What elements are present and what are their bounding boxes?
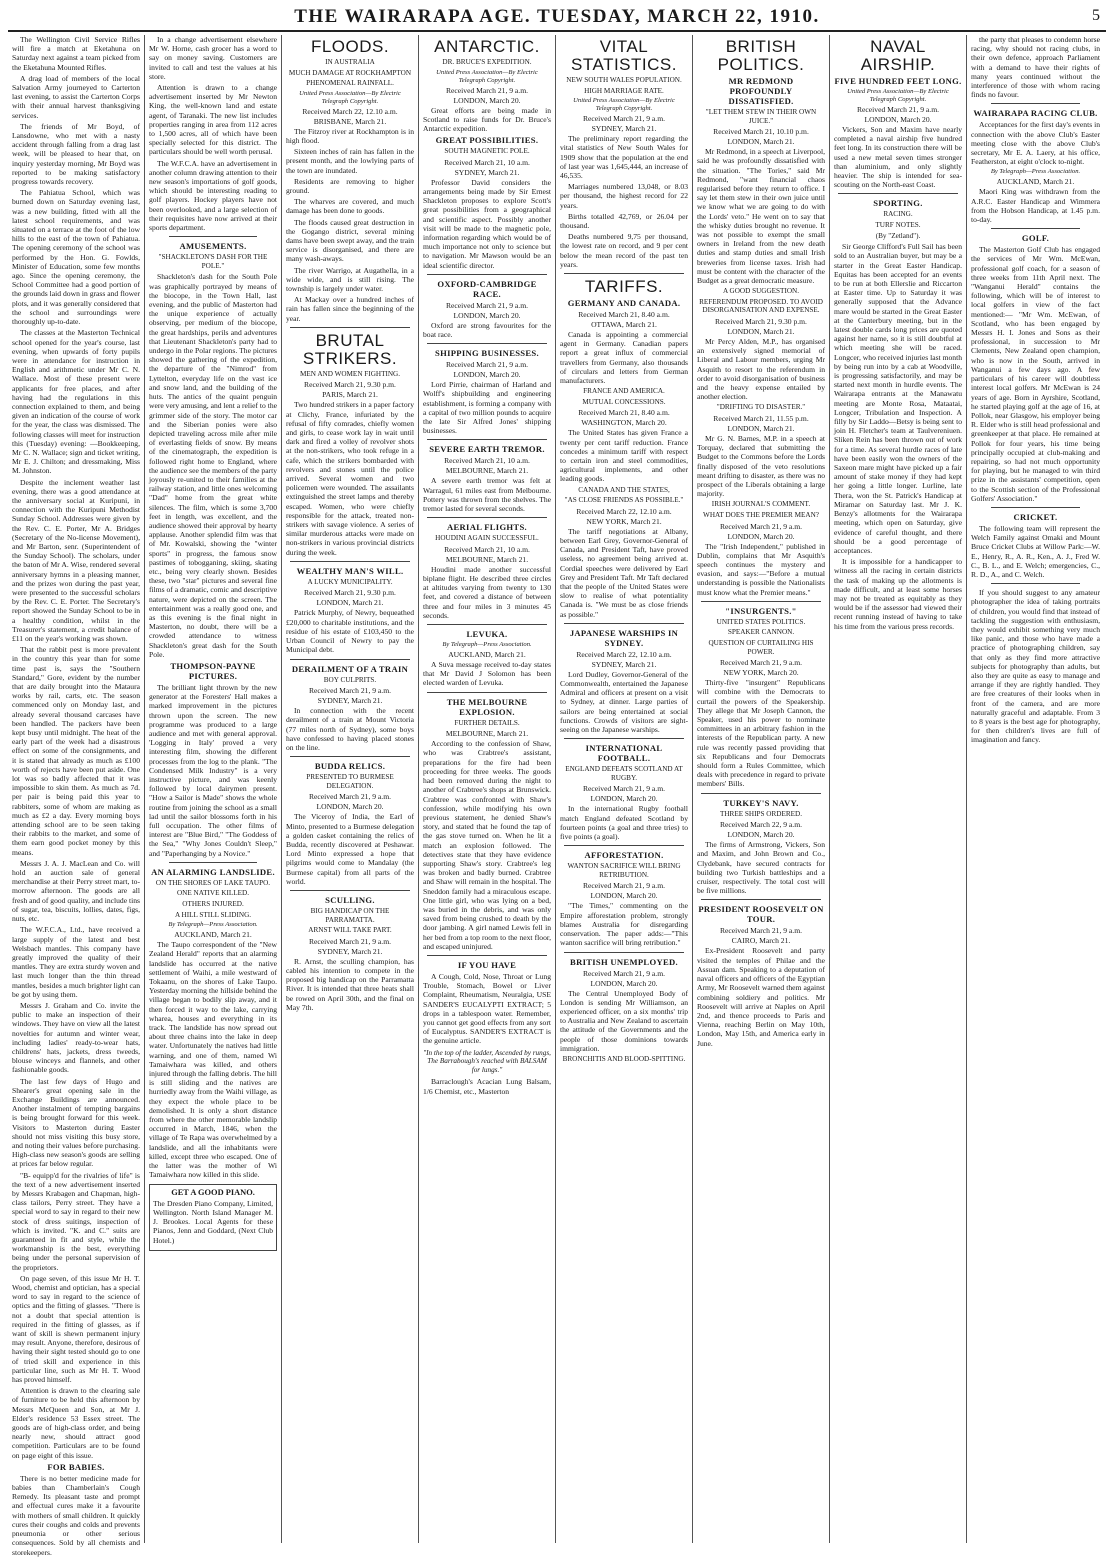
ad-text: The Dresden Piano Company, Limited, Wellington. North Island Manager M. J. Brookes. Local Agents for these Pianos, Jenn and Goddard, (Next Club Hotel.) <box>153 1198 273 1245</box>
subheading: ON THE SHORES OF LAKE TAUPO. <box>155 878 271 887</box>
dateline: LONDON, March 20. <box>453 370 521 380</box>
column-2 <box>145 35 282 1543</box>
subheading: ONE NATIVE KILLED. <box>176 889 250 898</box>
divider <box>169 862 257 863</box>
dateline: SYDNEY, March 21. <box>591 659 657 669</box>
subheading: A GOOD SUGGESTION. <box>722 287 800 296</box>
column-8 <box>967 35 1104 1543</box>
headline: CRICKET. <box>1013 511 1058 522</box>
headline: FLOODS. <box>310 37 390 56</box>
article-body: Deaths numbered 9,75 per thousand, the lowest rate on record, and 9 per cent below the mean record of the past ten years. <box>560 232 688 269</box>
divider <box>701 793 821 794</box>
subheading: SOUTH MAGNETIC POLE. <box>444 147 530 156</box>
headline: DERAILMENT OF A TRAIN <box>291 663 409 674</box>
news-paragraph: The last few days of Hugo and Shearer's great opening sale in the Exchange Buildings are announced. Another instalment of tempting bargains is being brought forward for this week. Visitors to Masterton during Easter should not miss visiting this busy store, and noting their values before purchasing. High-class new season's goods are selling at prices far below regular. <box>12 1076 140 1169</box>
article-body: The Masterton Golf Club has engaged the services of Mr Wm. McEwan, professional golf coach, for a season of three weeks from 11th April next. The "Wanganui Herald" contains the following, which will be of interest to local golfers in view of the fact mentioned:— "Mr Wm. McEwan, of Scotland, who has been engaged by Messrs H. I. Jones and Sons as their professional, in succession to Mr Clements, New Zealand open champion, who is now in the South, arrived in Wanganui a few days ago. A few particulars of his career will doubtless interest local golfers. Mr McEwan is 24 years of age. Born in Ayrshire, Scotland, he started playing golf at the age of 16, at Pollok, near Glasgow, his employer being R. Elder who is still head professional and greenkeeper at that place. He remained at Pollok for four years, his time being principally occupied at club-making and repairing, so had not much opportunity for playing, but he managed to win third prize in the assistants' competition, open to the Scottish section of the Professional Golfers' Association." <box>971 245 1100 503</box>
subheading: QUESTION OF CURTAILING HIS POWER. <box>708 639 814 656</box>
headline: TARIFFS. <box>584 277 664 297</box>
subheading: BIG HANDICAP ON THE PARRAMATTA. <box>310 906 390 924</box>
divider <box>701 899 821 900</box>
divider <box>991 228 1080 229</box>
article-body: The Fitzroy river at Rockhampton is in high flood. <box>286 126 414 145</box>
news-paragraph: Despite the inclement weather last evening, there was a good attendance at the anniversary social at Kuripuni, in connection with the Kuripuni Methodist Sunday School. Addresses were given by the Rev. C. E. Porter, Mr A. Bridges (Secretary of the No-license Movement), and Mr Barton, senr. (Superintendent of the Sunday School). The scholars, under the baton of Mr A. Wise, rendered several anniversary hymns in a pleasing manner, and the prizes won during the past year, were presented to the successful scholars by the Rev. C. E. Porter. The Secretary's report showed the Sunday School to be in a healthy condition, whilst in the Treasurer's statement, a credit balance of £11 on the year's working was shown. <box>12 477 140 643</box>
ad-heading: BRONCHITIS AND BLOOD-SPITTING. <box>562 1054 686 1063</box>
section-heading: SPORTING. <box>873 198 923 209</box>
headline: PRESIDENT ROOSEVELT ON TOUR. <box>698 904 824 925</box>
received-line: Received March 22, 12.10 a.m. <box>576 506 672 516</box>
dateline: AUCKLAND, March 21. <box>448 650 526 660</box>
news-paragraph: On page seven, of this issue Mr H. T. Wood, chemist and optician, has a special word to say in regard to the science of optics and the fitting of glasses. "There is not a doubt that special attention is required in the fitting of glasses, as if want of skill is shewn permanent injury may result. Anyone, therefore, desirous of having their sight tested should go to one of tried skill and experience in this particular line, such as Mr H. T. Wood has proved himself. <box>12 1273 140 1385</box>
headline: JAPANESE WARSHIPS IN SYDNEY. <box>569 627 679 648</box>
article-body: Births totalled 42,769, or 26.04 per thousand. <box>560 211 688 231</box>
article-body: Canada is appointing a commercial agent in Germany. Canadian papers report a great influx of commercial travellers from Germany, also thousands of circulars and letters from German manufacturers. <box>560 330 688 386</box>
headline: AN ALARMING LANDSLIDE. <box>151 866 275 877</box>
article-body: The wharves are covered, and much damage has been done to goods. <box>286 197 414 216</box>
article-body: It is impossible for a handicapper to witness all the racing in certain districts the task of making up the allotments is made difficult, and at least some horses may not be treated as equitably as they would be if the assessor had viewed their recent running instead of having to take his time from the various press records. <box>834 557 962 631</box>
dateline: WASHINGTON, March 20. <box>581 418 667 428</box>
dateline: LONDON, March 20. <box>590 891 658 901</box>
received-line: Received March 22, 12.10 a.m. <box>302 106 398 116</box>
dateline: NEW YORK, March 21. <box>586 516 662 526</box>
subheading: OTHERS INJURED. <box>182 900 244 909</box>
headline: SHIPPING BUSINESSES. <box>435 348 539 359</box>
section-heading: AMUSEMENTS. <box>179 241 247 252</box>
subheading: SPEAKER CANNON. <box>727 628 795 637</box>
divider <box>290 327 410 328</box>
dateline: SYDNEY, March 21. <box>454 167 520 177</box>
news-paragraph: The Wellington Civil Service Rifles will fire a match at Eketahuna on Saturday next against a team picked from the Eketahuna Mounted Rifles. <box>12 35 140 72</box>
news-paragraph: That the rabbit pest is more prevalent in the country this year than for some time past is, says the "Southern Standard," Gore, evident by the number that are daily brought into the Mataura works by rail, carts, etc. The season commenced only on Monday last, and already several thousand carcases have been handled. The packers have been kept busy until midnight. The heat of the early part of the week had a disastrous effect on some of the consignments, and it is stated that already as much as £100 worth of rejects have been put aside. One lot was so badly affected that it was impossible to skin them. As much as 7d. per pair is being paid this year to rabbiters, some of whom are making as much as £2 a day. Every morning boys attending school are to be seen taking their rabbits to the market, and some of them earn good pocket money by this means. <box>12 645 140 857</box>
newspaper-title: THE WAIRARAPA AGE. TUESDAY, MARCH 22, 1910. <box>294 6 820 27</box>
article-body: The preliminary report regarding the vital statistics of New South Wales for 1909 show that the population at the end of last year was 1,645,444, an increase of 46,535. <box>560 134 688 180</box>
headline: BUDDA RELICS. <box>314 761 386 772</box>
received-line: Received March 21, 9 a.m. <box>856 105 940 114</box>
article-body: Vickers, Son and Maxim have nearly completed a naval airship five hundred feet long. In its construction there will be used a new metal seven times stronger than aluminium, and only slightly heavier. The ship is intended for sea-scouting on the North-east Coast. <box>834 125 962 190</box>
wire-credit: United Press Association—By Electric Telegraph Copyright. <box>847 88 949 103</box>
dateline: SYDNEY, March 21. <box>317 696 383 706</box>
headline: THE MELBOURNE EXPLOSION. <box>446 696 528 717</box>
dateline: LONDON, March 20. <box>590 794 658 804</box>
dateline: MELBOURNE, March 21. <box>445 729 529 739</box>
subheading: PHENOMENAL RAINFALL. <box>306 79 394 88</box>
divider <box>838 193 958 194</box>
dateline: LONDON, March 21. <box>727 424 795 434</box>
divider <box>427 439 547 440</box>
article-body: Ex-President Roosevelt and party visited the temples of Philae and the Assuan dam. Speaking to a deputation of naval officers and officers of the Egyptian Army, Mr Roosevelt warned them against combining soldiery and politics. Mr Roosevelt will arrive at Naples on April 2nd, and thence proceeds to Paris and Vienna, reaching Berlin on May 10th, London, May 15th, and America early in June. <box>697 946 825 1048</box>
article-body: R. Arnst, the sculling champion, has cabled his intention to compete in the proposed big handicap on the Parramatta River. It is intended that three heats shall be rowed on April 30th, and the final on May 7th. <box>286 956 414 1012</box>
ad-text: There is no better medicine made for babies than Chamberlain's Cough Remedy. Its pleasant taste and prompt and effectual cures make it a favourite with mothers of small children. It quickly cures their coughs and colds and prevents pneumonia or other serious consequences. Sold by all chemists and storekeepers. <box>12 1473 140 1557</box>
article-body: Maori King was withdrawn from the A.R.C. Easter Handicap and Wimmera from the Hobson Handicap, at 1.45 p.m. to-day. <box>971 187 1100 225</box>
dateline: LONDON, March 20. <box>316 802 384 812</box>
news-paragraph: "B- equipp'd for the rivalries of life" is the text of a new advertisement inserted by Messrs Krabagen and Chapman, high-class tailors, Perry street. They have a special word to say in regard to their new stock of dress suitings, inspection of which is invited. "K. and C." suits are guaranteed in fit and style, while the workmanship is the best, everything being under the personal supervision of the proprietors. <box>12 1170 140 1272</box>
article-body: In connection with the recent derailment of a train at Mount Victoria (77 miles north of Sydney), some boys have confessed to having placed stones on the line. <box>286 706 414 752</box>
headline: INTERNATIONAL FOOTBALL. <box>585 743 663 764</box>
subheading: DR. BRUCE'S EXPEDITION. <box>442 58 532 66</box>
headline: "INSURGENTS." <box>725 605 797 616</box>
divider <box>701 601 821 602</box>
column-4 <box>419 35 556 1543</box>
news-paragraph: the party that pleases to condemn horse racing, why should not racing clubs, in their own defence, approach Parliament with a demand to have their rights of many years continued without the interference of those with whom racing finds no favour. <box>971 35 1100 100</box>
received-line: Received March 21, 9 a.m. <box>582 114 666 124</box>
subheading: "DRIFTING TO DISASTER." <box>716 403 806 412</box>
dateline: NEW YORK, March 20. <box>723 668 799 678</box>
advertisement <box>149 1184 277 1251</box>
received-line: Received March 22, 12.10 a.m. <box>576 649 672 659</box>
headline: VITAL STATISTICS. <box>571 37 677 74</box>
column-5 <box>556 35 693 1543</box>
dateline: LONDON, March 20. <box>864 115 932 124</box>
headline: GOLF. <box>1021 233 1050 244</box>
subheading: GERMANY AND CANADA. <box>567 298 681 309</box>
subheading: RACING. <box>883 210 913 219</box>
news-paragraph: The W.F.C.A. have an advertisement in another column drawing attention to their new season's importations of golf goods, which should be interesting reading to golf players. Hockey players have not been overlooked, and a large selection of their requisites have now arrived at their sports department. <box>149 158 277 233</box>
received-line: Received March 21, 9 a.m. <box>719 926 803 936</box>
byline: (By "Zetland"). <box>875 231 921 240</box>
received-line: Received March 21, 9 a.m. <box>445 300 529 310</box>
article-body: Mr Percy Alden, M.P., has organised an extensively signed memorial of Liberal and Labour members, urging Mr Asquith to resort to the referendum in order to avoid disorganisation of business and the heavy expense entailed by another election. <box>697 337 825 402</box>
divider <box>564 273 684 274</box>
article-body: Marriages numbered 13,048, or 8.03 per thousand, the highest record for 22 years. <box>560 182 688 210</box>
headline: WEALTHY MAN'S WILL. <box>296 565 404 576</box>
article-body: Oxford are strong favourites for the boat race. <box>423 320 551 340</box>
received-line: Received March 21, 9 a.m. <box>582 881 666 891</box>
article-body: Patrick Murphy, of Newry, bequeathed £20,000 to charitable institutions, and the residue of his estate of £103,450 to the Urban Council of Newry to pay the Municipal debt. <box>286 608 414 655</box>
subheading: WHAT DOES THE PREMIER MEAN? <box>703 511 819 520</box>
subheading: FIVE HUNDRED FEET LONG. <box>834 76 962 86</box>
article-body: The tariff negotiations at Albany, between Earl Grey, Governor-General of Canada, and President Taft, have proved useless, no agreement being arrived at. Cordial speeches were delivered by Earl Grey and President Taft. Mr Taft declared that the people of the United States were slow to realise of what potentiality Canada is. "We must be as close friends as possible." <box>560 526 688 619</box>
article-body: The following team will represent the Welch Family against Omaki and Mount Bruce Cricket Clubs at Willow Park:—W. E., Henry, R., A. R., Ken., A. J., Fred W. C., B. L., and E. Welch; emergencies, C., R. D., A., and C. Welch. <box>971 523 1100 579</box>
received-line: Received March 21, 9 a.m. <box>582 968 666 978</box>
subheading: MUTUAL CONCESSIONS. <box>582 397 666 406</box>
ad-heading: IF YOU HAVE <box>457 959 517 970</box>
dateline: LONDON, March 20. <box>453 95 521 105</box>
article-body: Mr Redmond, in a speech at Liverpool, said he was profoundly dissatisfied with the situation. "The Tories," said Mr Redmond, "want financial chaos regularised before they return to office. I say let them stew in their own juice until we know what we are going to do with the Lords' veto." He went on to say that the whisky duties brought no revenue. It was not possible to exempt the small owners in Ireland from the new death duties and stamp duties and small Irish breweries from license taxes. Irish had must be content with the character of the Budget as a great democratic measure. <box>697 147 825 286</box>
headline: OXFORD-CAMBRIDGE RACE. <box>437 278 537 299</box>
received-line: Received March 21, 9 a.m. <box>445 85 529 95</box>
article-body: The Central Unemployed Body of London is sending Mr Williamson, an experienced officer, on a six months' trip to Australia and New Zealand to ascertain the attitude of the Governments and the people of those dominions towards immigration. <box>560 988 688 1053</box>
subheading: HOUDINI AGAIN SUCCESSFUL. <box>435 534 539 543</box>
column-1 <box>8 35 145 1557</box>
article-body: At Mackay over a hundred inches of rain has fallen since the beginning of the year. <box>286 295 414 323</box>
wire-credit: United Press Association—By Electric Telegraph Copyright. <box>299 89 401 105</box>
headline: LEVUKA. <box>466 629 508 640</box>
wire-credit: By Telegraph—Press Association. <box>168 921 258 929</box>
dateline: AUCKLAND, March 21. <box>996 177 1075 187</box>
dateline: BRISBANE, March 21. <box>313 116 387 126</box>
column-7 <box>830 35 967 1543</box>
divider <box>991 583 1080 584</box>
article-body: The United States has given France a twenty per cent tariff reduction. France concedes a minimum tariff with respect to certain iron and steel commodities, agricultural implements, and other leading goods. <box>560 428 688 484</box>
divider <box>290 561 410 562</box>
received-line: Received March 21, 9 a.m. <box>719 658 803 668</box>
dateline: LONDON, March 20. <box>590 978 658 988</box>
dateline: LONDON, March 20. <box>727 830 795 840</box>
article-body: In the international Rugby football match England defeated Scotland by fourteen points (a goal and three tries) to five points (a goal). <box>560 804 688 842</box>
article-body: According to the confession of Shaw, who was Crabtree's assistant, preparations for the fire had been proceeding for three weeks. The goods had been removed during the night to another of Crabtree's shops at Brunswick. Crabtree was confronted with Shaw's confession, while modifying his own previous statement, he denied Shaw's story, and stated that he found the tap of the gas stove turned on. When he lit a match an explosion followed. The detectives state that they have evidence supporting Shaw's story. Crabtree's leg was broken and badly burned. Crabtree and Shaw will remain in the hospital. The Sneddon family had a miraculous escape. One little girl, who was lying on a bed, was buried in the debris, and was only saved from being crushed to death by the door jambing. A girl named Lewis fell in her bed from a top room to the next floor, and escaped uninjured. <box>423 739 551 951</box>
subheading: NEW SOUTH WALES POPULATION. <box>566 76 682 84</box>
article-body: A Suva message received to-day states that Mr David J Solomon has been elected warden of Levuka. <box>423 660 551 688</box>
article-body: "The Times," commenting on the Empire afforestation problem, strongly blames Australia for disregarding conservation. The paper adds:—"This wanton sacrifice will bring retribution." <box>560 901 688 948</box>
received-line: Received March 21, 9.30 p.m. <box>304 380 396 390</box>
received-line: Received March 21, 9 a.m. <box>445 360 529 370</box>
article-body: Thirty-five "insurgent" Republicans will combine with the Democrats to curtail the powers of the Speakership. They allege that Mr Joseph Cannon, the Speaker, used his power to nominate committees in an arbitrary fashion in the interests of the Republican party. A new rule was recently passed providing that six Republicans and four Democrats should form a Rules Committee, which deals with precedence in regard to private members' Bills. <box>697 678 825 789</box>
article-body: Great efforts are being made in Scotland to raise funds for Dr. Bruce's Antarctic expedition. <box>423 105 551 133</box>
received-line: Received March 21, 9 a.m. <box>719 521 803 531</box>
article-body: Lord Pirrie, chairman of Harland and Wolff's shipbuilding and engineering establishment, is forming a company with a capital of two million pounds to acquire the late Sir Alfred Jones' shipping businesses. <box>423 380 551 436</box>
received-line: Received March 21, 9.30 p.m. <box>715 317 807 327</box>
divider <box>427 343 547 344</box>
ad-verse: "In the top of the ladder, Ascended by rungs, The Barrabough's reached with BALSAM for lungs." <box>423 1048 551 1074</box>
masthead <box>8 4 1106 32</box>
received-line: Received March 21, 9.30 p.m. <box>304 588 396 598</box>
divider <box>427 517 547 518</box>
subheading: PRESENTED TO BURMESE DELEGATION. <box>306 773 394 790</box>
received-line: Received March 21, 9 a.m. <box>582 784 666 794</box>
news-paragraph: Attention is drawn to a change advertisement inserted by Mr Newton King, the well-known land and estate agent, of Taranaki. The new list includes properties ranging in area from 112 acres to 1,500 acres, all of which have been specially selected for this district. The particulars should be well worth perusal. <box>149 83 277 157</box>
article-body: The "Irish Independent," published in Dublin, complains that Mr Asquith's speech continues the mystery and evasion, and says:—"Before a mutual understanding is possible the Nationalists must know what the Premier means." <box>697 541 825 597</box>
dateline: CAIRO, March 21. <box>731 936 791 946</box>
received-line: Received March 21, 11.55 p.m. <box>713 414 809 424</box>
article-body: The Viceroy of India, the Earl of Minto, presented to a Burmese delegation a golden casket containing the relics of Budda, recently discovered at Peshawar. Lord Minto expressed a hope that pilgrims would come to Mandalay (the Burmese capital) from all parts of the world. <box>286 812 414 886</box>
dateline: SYDNEY, March 21. <box>317 946 383 956</box>
subheading: ARNST WILL TAKE PART. <box>308 926 392 935</box>
divider <box>564 738 684 739</box>
divider <box>991 507 1080 508</box>
subheading: A HILL STILL SLIDING. <box>174 910 252 919</box>
received-line: Received March 21, 10 a.m. <box>444 157 530 167</box>
received-line: Received March 21, 8.40 a.m. <box>578 408 670 418</box>
article-body: If you should suggest to any amateur photographer the idea of taking portraits of children, you would find that instead of tackling the suggestion with enthusiasm, they would exhibit something very much like panic, and those who have made a practice of photographing children, say that only as they find more attractive subjects for photography than adults, but also they are quite as easy to manage and arrange if they are rightly handled. They are free creatures of their looks when in front of the camera, and are more naturally graceful and adaptable. From 3 to 8 years is the best age for photography, for then children's lives are full of imagination and fancy. <box>971 588 1100 745</box>
dateline: MELBOURNE, March 21. <box>445 554 529 564</box>
received-line: Received March 21, 8.40 a.m. <box>578 310 670 320</box>
divider <box>290 890 410 891</box>
subheading: "LET THEM STEW IN THEIR OWN JUICE." <box>705 108 817 125</box>
headline: NAVAL AIRSHIP. <box>860 37 936 74</box>
subheading: MR REDMOND PROFOUNDLY DISSATISFIED. <box>728 76 794 106</box>
ad-heading: FOR BABIES. <box>47 1461 105 1472</box>
news-paragraph: In a change advertisement elsewhere Mr W. Horne, cash grocer has a word to say on money saving. Customers are invited to call and test the values at his store. <box>149 35 277 81</box>
article-body: Shackleton's dash for the South Pole was graphically portrayed by means of the biocope, in the Town Hall, last evening, and the public of Masterton had the unique experience of actually observing, per medium of the biocope, the great hardships, perils and adventures that Lieutenant Shackleton's party had to undergo in the Polar regions. The pictures showed the gathering of the expedition, the departure of the "Nimrod" from Lyttelton, everyday life on the vast ice and snow land, and the building of the huts. The antics of the quaint penguin were very amusing, and lent a relief to the grimmer side of the story. The motor car and the Siberian ponies were also depicted traveling across mile after mile of everlasting fields of snow. By means of the cinematograph, the expedition is followed right home to England, where the audience see the members of the party joyously re-united to their families at the railway station, and little ones welcoming "Dad" home from the great white silences. The film, which is some 3,700 feet in length, was excellent, and the audience showed their approval by hearty applause. Another splendid film was that of Mr. Kowalski, showing the "winter sports" in progress, the famous snow pastimes of tobogganing, skiing, skating etc., being very clearly shown. Besides these, two "star" pictures and several fine films of a dramatic, comic and descriptive nature, were depicted on the screen. The entertainment was a really good one, and as this evening is the final night in Masterton, no doubt, there will be a crowded attendance to witness Shackleton's great dash for the South Pole. <box>149 272 277 659</box>
dateline: LONDON, March 20. <box>453 310 521 320</box>
article-body: The river Warrigo, at Augathella, in a wide wide, and is still rising. The township is largely under water. <box>286 265 414 294</box>
ad-footer: Barraclough's Acacian Lung Balsam, 1/6 Chemist, etc., Masterton <box>423 1077 551 1096</box>
headline: BRUTAL STRIKERS. <box>302 330 398 368</box>
article-body: Mr G. N. Barnes, M.P. in a speech at Torquay, declared that submitting the Budget to the Commons before the Lords finally disposed of the veto resolutions meant drifting to disaster, as there was no prospect of the Liberals obtaining a large majority. <box>697 434 825 499</box>
subheading: "AS CLOSE FRIENDS AS POSSIBLE." <box>564 496 684 505</box>
article-body: Lord Dudley, Governor-General of the Commonwealth, entertained the Japanese Admiral and officers at present on a visit to Sydney, at dinner. Large parties of sailors are being entertained at social functions. Crowds of visitors are sight-seeing on the Japanese warships. <box>560 669 688 735</box>
dateline: PARIS, March 21. <box>322 390 378 400</box>
subheading: MUCH DAMAGE AT ROCKHAMPTON <box>288 68 412 77</box>
headline: BRITISH UNEMPLOYED. <box>570 956 678 967</box>
divider <box>427 624 547 625</box>
received-line: Received March 21, 10.10 p.m. <box>713 127 809 137</box>
wire-credit: By Telegraph—Press Association. <box>990 168 1081 176</box>
subheading: CANADA AND THE STATES, <box>578 485 670 494</box>
divider <box>564 623 684 624</box>
article-body: Two hundred strikers in a paper factory at Clichy, France, infuriated by the refusal of fifty comrades, chiefly women and girls, to cease work lay in wait until dark and fired a volley of revolver shots at the non-strikers, who took refuge in a cafe, which the strikers bombarded with revolvers and stones until the police arrived. Several women and two policemen were wounded. The assailants extinguished the street lamps and thereby escaped. Women, who were chiefly responsible for the attack, treated non-strikers with savage violence. A series of similar murderous attacks were made on non-strikers in various provincial districts during the week. <box>286 400 414 557</box>
dateline: AUCKLAND, March 21. <box>174 930 252 940</box>
subheading: FURTHER DETAILS. <box>454 718 520 727</box>
headline: SCULLING. <box>325 894 375 905</box>
subheading: FRANCE AND AMERICA. <box>583 387 665 396</box>
divider <box>290 659 410 660</box>
article-body: The Taupo correspondent of the "New Zealand Herald" reports that an alarming landslide has occurred at the native settlement of Waihi, a mile westward of Tokaanu, on the shores of Lake Taupo. Yesterday morning the hillside behind the village began to bodily slip away, and it then forced it way to the lake, carrying wharea, houses and everything in its track. The landslide has now spread out about three chains into the lake in deep water. Unfortunately the natives had little warning, and one of them, named Wi Tamaiwhara was killed, and others injured through the falling debris. The hill is still sliding and the natives are hurriedly away from the Waihi village, as they expect the whole place to be demolished. It is only a short distance from where the other memorable landslip occurred in March, 1846, when the village of Te Rapa was overwhelmed by a landslide, and all the inhabitants were killed, except three who escaped. One of the latter was the mother of Wi Tamaiwhara now killed in this slide. <box>149 940 277 1180</box>
subheading: IRISH JOURNAL'S COMMENT. <box>711 500 811 509</box>
article-body: Acceptances for the first day's events in connection with the above Club's Easter meeting close with the above Club's secretary, Mr E. A. Laery, at his office, Featherston, at eight o'clock to-night. <box>971 120 1100 167</box>
dateline: LONDON, March 21. <box>727 137 795 147</box>
subheading: WANTON SACRIFICE WILL BRING RETRIBUTION. <box>567 862 681 879</box>
received-line: Received March 21, 10 a.m. <box>444 544 530 554</box>
ad-text: A Cough, Cold, Nose, Throat or Lung Trouble, Stomach, Bowel or Liver Complaint, Rheumatism, Neuralgia, USE SANDER'S EUCALYPTI EXTRACT; 5 drops in a tablespoon water. Remember, you cannot get good effects from any sort of Eucalyptus. SANDER'S EXTRACT is the genuine article. <box>423 971 551 1046</box>
news-paragraph: The friends of Mr Boyd, of Lansdowne, who met with a nasty accident through falling from a drag last week, will be pleased to hear that, on inquiry yesterday morning, Mr Boyd was reported to be making satisfactory progress towards recovery. <box>12 121 140 187</box>
received-line: Received March 21, 9 a.m. <box>308 792 392 802</box>
divider <box>290 756 410 757</box>
ad-heading: GET A GOOD PIANO. <box>171 1187 255 1197</box>
subheading: REFERENDUM PROPOSED. TO AVOID DISORGANISATION AND EXPENSE. <box>699 297 823 315</box>
divider <box>169 236 257 237</box>
article-body: Sir George Clifford's Full Sail has been sold to an Australian buyer, but may be a starter in the Great Easter Handicap. Equitas has been accepted for an events to be run at both Ellerslie and Riccarton at Easter time. Up to Saturday it was generally supposed that the Advance mare would be started in the Great Easter at the Canterbury meeting, but in the latest double cards long prices are quoted against her name, so it is still doubtful at which meeting she will be raced. Longcer, who received injuries last month by being run into by a cab at Woodville, is progressing satisfactorily, and may be started next month in hurdle events. The Wairarapa entrants at the Manawatu meeting are Monte Rosa, Mataatai, Longcer, Tribulation and Inspection. A filly by Sir Laddo—Betsy is being sent to join H. Fletcher's team at Taulvereniuen. Sliken Rein has been thrown out of work for a time. As several hurdle races of late have been easily won the owners of the Saxeon mare might have picked up a fair amount of stake money if they had kept her going a little longer. Lurline, late Thera, won the St. Patrick's Handicap at Miramar on Saturday last. Mr J. K. Benzy's allotments for the Wairarapa meeting, which open on Saturday, give evidence of careful thought, and there should be a good percentage of acceptances. <box>834 242 962 555</box>
subheading: TURF NOTES. <box>875 221 921 230</box>
subheading: GREAT POSSIBILITIES. <box>435 135 539 146</box>
news-paragraph: Attention is drawn to the clearing sale of furniture to be held this afternoon by Messrs McQueen and Son, at Mr J. Elder's residence 53 Essex street. The goods are of high-class order, and being nearly new, should attract good competition. Particulars are to be found on page eight of this issue. <box>12 1386 140 1460</box>
divider <box>991 103 1080 104</box>
dateline: LONDON, March 21. <box>727 327 795 337</box>
article-body: Houdini made another successful biplane flight. He described three circles at altitudes varying from twenty to 130 feet, and covered a distance of between three and four miles in 3 minutes 45 seconds. <box>423 564 551 620</box>
received-line: Received March 21, 9 a.m. <box>308 936 392 946</box>
headline: TURKEY'S NAVY. <box>723 797 799 808</box>
article-body: The brilliant light thrown by the new generator at the Foresters' Hall makes a marked improvement in the pictures thrown upon the screen. The new programme was produced to a large audience and met with general approval. 'Logging in Italy' proved a very interesting film, showing the different processes from the log to the plank. "The Condensed Milk Industry" is a very instructive picture, and was keenly followed by local dairymen present. "How a Sailor is Made" shows the whole routine from joining the school as a small lad until the sailor blossoms forth in his full occupation. The other films of interest are "Blue Bird," "The Goddess of the Sea," "Why Jones Couldn't Sleep," and "Paperhanging by a Novice." <box>149 682 277 858</box>
subheading: UNITED STATES POLITICS. <box>716 617 806 626</box>
columns <box>8 35 1106 1557</box>
wire-credit: United Press Association—By Electric Telegraph Copyright. <box>436 68 538 84</box>
article-body: A severe earth tremor was felt at Warragul, 61 miles east from Melbourne. Pottery was thrown from the shelves. The tremor lasted for several seconds. <box>423 476 551 514</box>
column-6 <box>693 35 830 1543</box>
headline: AERIAL FLIGHTS. <box>447 522 527 533</box>
received-line: Received March 22, 9 a.m. <box>719 820 803 830</box>
page-number: 5 <box>1092 7 1100 24</box>
dateline: SYDNEY, March 21. <box>591 124 657 134</box>
article-body: The floods caused great destruction in the Gogango district, several mining dams have been swept away, and the train service is disorganised, and there are many wash-aways. <box>286 217 414 264</box>
divider <box>564 845 684 846</box>
news-paragraph: A drag load of members of the local Salvation Army journeyed to Carterton last evening, to assist the Carterton Corps with their annual harvest thanksgiving services. <box>12 73 140 120</box>
subheading: MEN AND WOMEN FIGHTING. <box>299 369 401 378</box>
dateline: LONDON, March 21. <box>316 598 384 608</box>
dateline: LONDON, March 20. <box>727 531 795 541</box>
news-paragraph: Messrs J. Graham and Co. invite the public to make an inspection of their windows. They have on view all the latest novelties for autumn and winter wear, including ladies' ready-to-wear hats, childrens' hats, jackets, dress tweeds, blouse winceys and flannels, and other fashionable goods. <box>12 1000 140 1075</box>
received-line: Received March 21, 10 a.m. <box>444 456 530 466</box>
news-paragraph: The classes at the Masterton Technical school opened for the year's course, last evening, when upwards of forty pupils were in attendance for instruction in English and arithmetic under Mr C. N. Wallace. Most of these present were applicants for free places, and after having had the regulations in this connection explained to them, and being given an indication of the course of work for the year, the class was dismissed. The following classes will meet for instruction this (Tuesday) evening: —Bookkeeping, Mr C. N. Wallace; sign and ticket writing, Mr E. J. Chilton; and dressmaking, Miss M. Johnston. <box>12 328 141 476</box>
subheading: THOMPSON-PAYNE PICTURES. <box>170 660 256 681</box>
article-body: The firms of Armstrong, Vickers, Son and Maxim, and John Brown and Co., Clydebank, have secured contracts for building two Turkish battleships and a cruiser, respectively. The total cost will be five millions. <box>697 840 825 896</box>
dateline: MELBOURNE, March 21. <box>445 466 529 476</box>
article-body: Residents are removing to higher ground. <box>286 176 414 195</box>
headline: WAIRARAPA RACING CLUB. <box>973 108 1098 119</box>
headline: ANTARCTIC. <box>434 37 540 56</box>
received-line: Received March 21, 9 a.m. <box>308 686 392 696</box>
column-3 <box>282 35 419 1543</box>
subheading: IN AUSTRALIA <box>325 58 375 66</box>
news-paragraph: The W.F.C.A., Ltd., have received a large supply of the latest and best Welsbach mantles. This company have greatly improved the quality of their mantles. They are extra sturdy woven and last much longer than the thin thread mantles, besides a much brighter light can be got by using them. <box>12 925 141 999</box>
divider <box>427 692 547 693</box>
subheading: THREE SHIPS ORDERED. <box>719 809 803 818</box>
subheading: ENGLAND DEFEATS SCOTLAND AT RUGBY. <box>565 765 683 782</box>
subheading: A LUCKY MUNICIPALITY. <box>307 577 393 586</box>
news-paragraph: Messrs J. A. J. MacLean and Co. will hold an auction sale of general merchandise at their Perry street mart, to-morrow afternoon. The goods are all fresh and of good quality, and include tins of sugar, tea, biscuits, lollies, dates, figs, nuts, etc. <box>12 858 140 924</box>
dateline: OTTAWA, March 21. <box>591 320 657 330</box>
wire-credit: United Press Association—By Electric Telegraph Copyright. <box>573 97 675 113</box>
article-body: Professor David considers the arrangements being made by Sir Ernest Shackleton proposes to explore Scott's great possibilities from a geographical and scientific aspect. Possibly another visit will be made to the magnetic pole, information regarding which would be of much importance not only to science but to navigation. Mr Mawson would be an ideal scientific director. <box>423 177 551 270</box>
subheading: BOY CULPRITS. <box>323 675 377 684</box>
article-body: Sixteen inches of rain has fallen in the present month, and the lowlying parts of the town are inundated. <box>286 147 414 175</box>
headline: BRITISH POLITICS. <box>717 37 805 74</box>
headline: SEVERE EARTH TREMOR. <box>429 444 545 455</box>
news-paragraph: The Pahiatua School, which was burned down on Saturday evening last, was a new building, fitted with all the latest school requirements, and was situated on a terrace at the foot of the low hills to the east of the town of Pahiatua. The opening ceremony of the school was performed by the Hon. G. Fowlds, Minister of Education, some few months ago. Since the opening ceremony, the School Committee had a good portion of the grounds laid down in grass and flower plots, and it was generally considered that the school and surroundings were thoroughly up-to-date. <box>12 188 140 327</box>
subheading: HIGH MARRIAGE RATE. <box>584 86 664 95</box>
headline: AFFORESTATION. <box>584 850 664 861</box>
divider <box>427 274 547 275</box>
wire-credit: By Telegraph—Press Association. <box>442 641 532 649</box>
divider <box>564 952 684 953</box>
subheading: "SHACKLETON'S DASH FOR THE POLE." <box>158 253 268 270</box>
divider <box>427 955 547 956</box>
